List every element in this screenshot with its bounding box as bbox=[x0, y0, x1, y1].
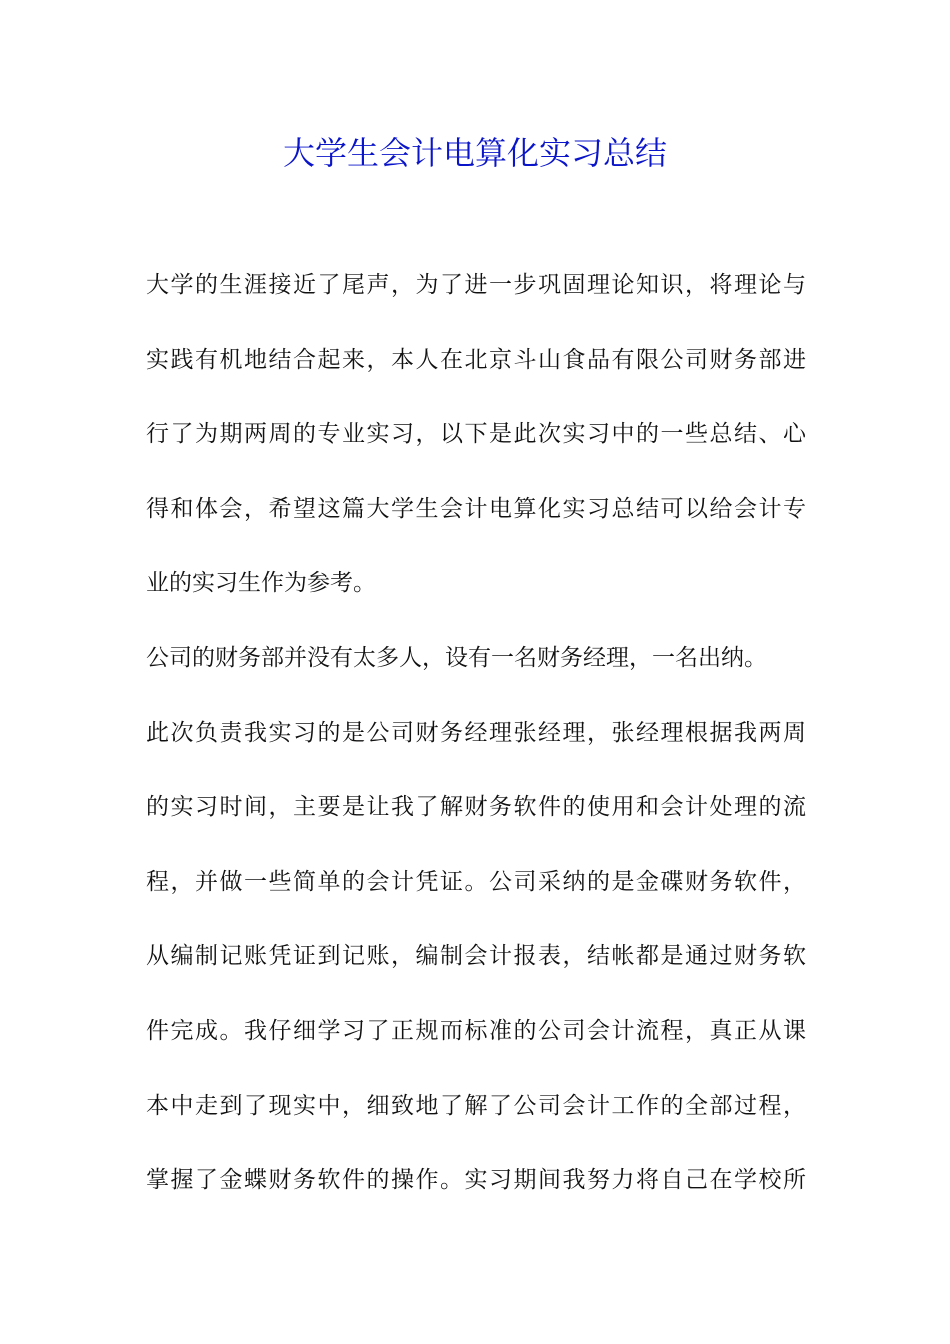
text-line: 程，并做一些简单的会计凭证。公司采纳的是金碟财务软件， bbox=[146, 868, 806, 895]
text-line: 业的实习生作为参考。 bbox=[146, 570, 376, 597]
text-line: 得和体会，希望这篇大学生会计电算化实习总结可以给会计专 bbox=[146, 495, 806, 522]
text-line: 掌握了金蝶财务软件的操作。实习期间我努力将自己在学校所 bbox=[146, 1167, 806, 1194]
text-line: 本中走到了现实中，细致地了解了公司会计工作的全部过程， bbox=[146, 1092, 806, 1119]
text-line: 件完成。我仔细学习了正规而标准的公司会计流程，真正从课 bbox=[146, 1017, 806, 1044]
text-line: 此次负责我实习的是公司财务经理张经理，张经理根据我两周 bbox=[146, 719, 806, 746]
paragraph-1 bbox=[146, 262, 806, 635]
text-line: 实践有机地结合起来，本人在北京斗山食品有限公司财务部进 bbox=[146, 346, 806, 373]
text-line: 行了为期两周的专业实习，以下是此次实习中的一些总结、心 bbox=[146, 421, 806, 448]
text-line: 的实习时间，主要是让我了解财务软件的使用和会计处理的流 bbox=[146, 794, 806, 821]
paragraph-2 bbox=[146, 635, 806, 1232]
text-line: 从编制记账凭证到记账，编制会计报表，结帐都是通过财务软 bbox=[146, 943, 806, 970]
text-line: 公司的财务部并没有太多人，设有一名财务经理，一名出纳。 bbox=[146, 644, 767, 671]
document-body bbox=[146, 262, 806, 1232]
text-line: 大学的生涯接近了尾声，为了进一步巩固理论知识，将理论与 bbox=[146, 272, 806, 298]
document-title: 大学生会计电算化实习总结 bbox=[282, 134, 667, 172]
